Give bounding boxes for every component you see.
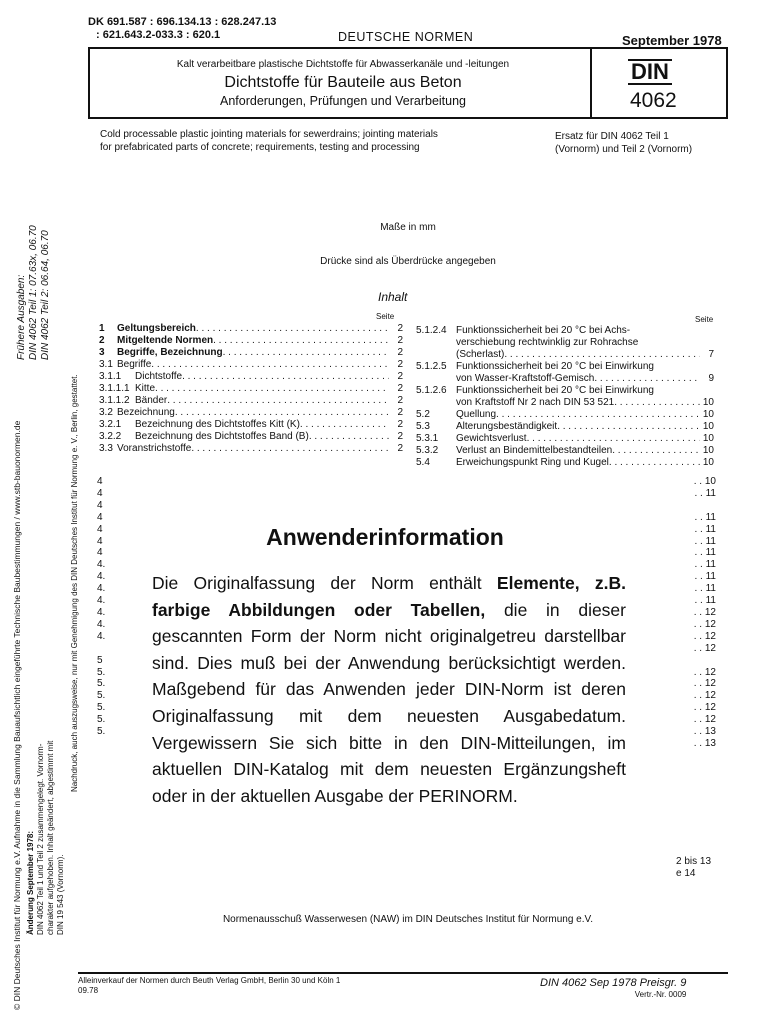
covered-toc-page: . . 11 [694, 535, 716, 547]
page-range-fragment [676, 856, 711, 880]
toc-entry-page: 9 [708, 373, 714, 384]
toc-entry [416, 457, 714, 469]
toc-leader [557, 421, 700, 433]
toc-leader [496, 409, 700, 421]
covered-toc-number: 4 [97, 476, 103, 487]
toc-entry-title: von Kraftstoff Nr 2 nach DIN 53 521 [456, 397, 615, 408]
toc-leader [151, 359, 389, 371]
toc-entry-number: 5.3 [416, 421, 430, 432]
toc-entry-number: 3.2 [99, 407, 113, 418]
toc-entry-number [416, 373, 456, 385]
title-sub: Anforderungen, Prüfungen und Verarbeitung [219, 94, 467, 108]
toc-entry-number: 3.1.1.1 [99, 383, 130, 394]
footer-din-ref: DIN 4062 Sep 1978 Preisgr. 9 [540, 977, 687, 989]
toc-entry [99, 323, 403, 335]
toc-entry-title: Begriffe [117, 359, 152, 370]
covered-toc-page: . . 12 [693, 678, 716, 690]
toc-entry [99, 371, 403, 383]
covered-toc-number: 4. [97, 595, 106, 607]
toc-entry-title: Funktionssicherheit bei 20 °C bei Einwirkung [456, 385, 654, 396]
toc-entry [99, 395, 403, 407]
covered-toc-numbers [97, 476, 105, 738]
footer-code: 09.78 [78, 986, 99, 995]
previous-editions-teil2: DIN 4062 Teil 2: 06.64, 06.70 [40, 230, 51, 360]
covered-toc-number: 5 [97, 654, 103, 666]
anwender-title: Anwenderinformation [266, 524, 504, 550]
toc-entry-page: 2 [397, 359, 403, 370]
toc-entry-number [416, 337, 456, 349]
toc-entry-page: 10 [702, 397, 714, 408]
toc-leader [504, 349, 700, 361]
covered-toc-number: 5. [97, 690, 106, 702]
footer-rule [78, 972, 728, 974]
toc-leader [614, 397, 700, 409]
toc-leader [182, 371, 389, 383]
toc-entry [416, 421, 714, 433]
covered-toc-number: 5. [97, 666, 106, 678]
toc-entry-title: (Scherlast) [456, 349, 505, 360]
toc-leader [594, 373, 700, 385]
din-logo: DIN [628, 59, 672, 85]
amendment-line-2: charakter aufgehoben. Inhalt geändert, abgestimmt mit [46, 740, 55, 935]
toc-entry-page: 2 [397, 419, 403, 430]
toc-entry [416, 397, 714, 409]
toc-right-column [416, 325, 714, 469]
toc-entry-number: 3.1.1.2 [99, 395, 130, 406]
toc-entry-page: 2 [397, 323, 403, 334]
covered-toc-number: 4. [97, 571, 106, 583]
previous-editions-teil1: DIN 4062 Teil 1: 07.63x, 06.70 [28, 225, 39, 360]
deutsche-normen: DEUTSCHE NORMEN [338, 30, 474, 44]
toc-entry [99, 383, 403, 395]
dk-line-1: DK 691.587 : 696.134.13 : 628.247.13 [88, 16, 277, 28]
toc-entry-number: 3.2.2 [99, 431, 122, 442]
title-box-divider [590, 47, 592, 119]
footer-right [540, 977, 686, 1001]
toc-page-header-left: Seite [376, 312, 395, 321]
covered-toc-number: 4 [97, 535, 103, 547]
title-main: Dichtstoffe für Bauteile aus Beton [224, 74, 462, 91]
covered-toc-number: 4 [97, 511, 103, 523]
toc-entry [416, 433, 714, 445]
toc-entry-number: 2 [99, 335, 105, 346]
toc-leader [223, 347, 389, 359]
toc-entry [99, 431, 403, 443]
previous-editions [16, 225, 52, 360]
covered-toc-page [670, 655, 716, 667]
toc-entry [416, 325, 714, 337]
toc-entry [416, 373, 714, 385]
english-title [100, 128, 438, 154]
toc-entry-title: Mitgeltende Normen [117, 335, 214, 346]
toc-entry-number: 3 [99, 347, 105, 358]
din-number: 4062 [630, 89, 677, 112]
amendment-label: Änderung September 1978: [26, 830, 35, 935]
copyright-note: © DIN Deutsches Institut für Normung e.V. Aufnahme in die Sammlung Bauaufsichtlich eingeführte Technische Baubestimmungen / www.stb-bauonormen.de [12, 420, 22, 1010]
toc-entry-title: Verlust an Bindemittelbestandteilen [456, 445, 613, 456]
units-note: Maße in mm [380, 222, 436, 233]
covered-toc-page: . . 12 [693, 666, 716, 678]
toc-entry-page: 2 [397, 431, 403, 442]
footer-vertr: Vertr.-Nr. 0009 [634, 990, 687, 999]
ersatz-note [555, 130, 692, 156]
toc-entry-number: 5.1.2.5 [416, 361, 447, 372]
toc-entry [99, 335, 403, 347]
covered-toc-number: 4. [97, 559, 106, 571]
toc-leader [167, 395, 389, 407]
page-range-line-2: e 14 [676, 868, 696, 879]
toc-entry [99, 359, 403, 371]
covered-toc-number [97, 643, 105, 655]
toc-leader [191, 443, 389, 455]
toc-entry-title: Voranstrichstoffe [117, 443, 192, 454]
covered-toc-page: . . 12 [693, 618, 716, 630]
toc-entry-title: Quellung [456, 409, 497, 420]
covered-toc-number: 4 [97, 499, 103, 511]
toc-leader [309, 431, 389, 443]
toc-entry [99, 407, 403, 419]
toc-entry [416, 349, 714, 361]
toc-entry-page: 2 [397, 407, 403, 418]
toc-entry-number [416, 349, 456, 361]
issue-date: September 1978 [622, 33, 722, 48]
covered-toc-number: 5. [97, 714, 106, 726]
covered-toc-page: . . 10 [693, 476, 716, 487]
toc-entry [99, 443, 403, 455]
english-line-1: Cold processable plastic jointing materials for sewerdrains; jointing materials [100, 129, 438, 140]
covered-toc-page: . . 13 [693, 726, 716, 738]
toc-entry-page: 2 [397, 335, 403, 346]
toc-entry-title: Dichtstoffe [135, 371, 183, 382]
toc-entry [416, 361, 714, 373]
footer-publisher: Alleinverkauf der Normen durch Beuth Verlag GmbH, Berlin 30 und Köln 1 [78, 976, 341, 985]
reprint-note: Nachdruck, auch auszugsweise, nur mit Genehmigung des DIN Deutsches Institut für Normung e. V., Berlin, gestattet. [70, 374, 79, 792]
toc-entry-title: Begriffe, Bezeichnung [117, 347, 223, 358]
covered-toc-page: . . 11 [694, 547, 716, 559]
covered-toc-number: 4. [97, 606, 106, 618]
toc-entry-number: 3.3 [99, 443, 113, 454]
covered-toc-page: . . 12 [693, 690, 716, 702]
covered-toc-page: . . 11 [694, 511, 716, 523]
ersatz-line-2: (Vornorm) und Teil 2 (Vornorm) [555, 144, 693, 155]
covered-toc-number: 5. [97, 702, 106, 714]
covered-toc-number: 4 [97, 523, 103, 535]
toc-entry-number: 3.1.1 [99, 371, 122, 382]
covered-toc-page: . . 11 [694, 595, 716, 607]
toc-entry [416, 385, 714, 397]
amendment-line-1: DIN 4062 Teil 1 und Teil 2 zusammengelegt. Vornorm- [36, 743, 45, 935]
title-small: Kalt verarbeitbare plastische Dichtstoffe für Abwasserkanäle und -leitungen [176, 59, 510, 70]
toc-entry-number: 5.4 [416, 457, 430, 468]
anwender-text [152, 570, 626, 809]
toc-entry [416, 409, 714, 421]
covered-toc-number: 4. [97, 583, 106, 595]
covered-toc-page: . . 11 [694, 583, 716, 595]
toc-entry-page: 2 [397, 383, 403, 394]
footer-left [78, 976, 340, 996]
covered-toc-page: . . 12 [693, 702, 716, 714]
toc-entry-page: 2 [397, 371, 403, 382]
toc-entry-number: 5.2 [416, 409, 430, 420]
amendment-line-3: DIN 19 543 (Vornorm). [56, 854, 65, 935]
toc-left-column [99, 323, 403, 455]
covered-toc-number: 4. [97, 618, 106, 630]
toc-leader [213, 335, 389, 347]
toc-leader [175, 407, 389, 419]
toc-entry-title: Gewichtsverlust [456, 433, 527, 444]
anwender-text-2: die in dieser gescannten Form der Norm nicht originalgetreu darstellbar sind. Dies muß bei der Anwendung berücksichtigt werden. Maßgebend für das Anwenden jeder DIN-Norm ist deren Originalfassung mit dem neuesten Ausgabedatum. Vergewissern Sie sich bitte in den DIN-Mitteilungen, im aktuellen DIN-Katalog mit dem neuesten Ergänzungsheft oder in der aktuellen Ausgabe der PERINORM. [152, 599, 626, 806]
toc-entry-title: Bezeichnung des Dichtstoffes Kitt (K) [135, 419, 300, 430]
toc-entry-page: 7 [708, 349, 714, 360]
covered-toc-page: . . 12 [693, 630, 716, 642]
toc-leader [300, 419, 389, 431]
dk-classification [88, 16, 276, 42]
toc-leader [196, 323, 389, 335]
toc-entry-title: Funktionssicherheit bei 20 °C bei Einwirkung [456, 361, 654, 372]
toc-leader [155, 383, 389, 395]
ersatz-line-1: Ersatz für DIN 4062 Teil 1 [555, 131, 669, 142]
previous-editions-label: Frühere Ausgaben: [16, 274, 27, 360]
amendment-note [26, 741, 66, 935]
toc-entry-number: 5.3.1 [416, 433, 439, 444]
covered-toc-page [670, 500, 716, 512]
covered-toc-page: . . 12 [693, 642, 716, 654]
toc-entry-title: Geltungsbereich [117, 323, 196, 334]
toc-entry-number: 5.3.2 [416, 445, 439, 456]
covered-toc-page: . . 13 [693, 737, 716, 749]
covered-toc-number: 5. [97, 726, 106, 738]
covered-toc-page: . . 11 [694, 559, 716, 571]
covered-toc-page: . . 11 [694, 523, 716, 535]
covered-toc-number: 4 [97, 487, 103, 499]
toc-entry-page: 10 [702, 409, 714, 420]
covered-toc-number: 5. [97, 678, 106, 690]
toc-entry-title: verschiebung rechtwinklig zur Rohrachse [456, 337, 639, 348]
covered-toc-page: . . 12 [693, 714, 716, 726]
toc-entry-title: Kitte [135, 383, 156, 394]
toc-entry-title: Funktionssicherheit bei 20 °C bei Achs- [456, 325, 631, 336]
toc-entry-title: Bezeichnung [117, 407, 175, 418]
toc-entry [416, 337, 714, 349]
toc-leader [527, 433, 700, 445]
toc-leader [612, 445, 700, 457]
covered-toc-page: . . 11 [694, 487, 716, 499]
dk-line-2: : 621.643.2-033.3 : 620.1 [96, 29, 221, 41]
toc-entry-page: 10 [702, 445, 714, 456]
toc-entry-number: 5.1.2.6 [416, 385, 447, 396]
toc-entry-title: von Wasser-Kraftstoff-Gemisch [456, 373, 595, 384]
toc-entry-number [416, 397, 456, 409]
toc-entry-title: Erweichungspunkt Ring und Kugel [456, 457, 609, 468]
covered-toc-page: . . 11 [694, 571, 716, 583]
toc-entry-page: 2 [397, 347, 403, 358]
toc-entry-title: Bezeichnung des Dichtstoffes Band (B) [135, 431, 309, 442]
toc-page-header-right: Seite [695, 315, 714, 324]
toc-heading: Inhalt [378, 290, 408, 304]
toc-leader [609, 457, 700, 469]
toc-entry-title: Bänder [135, 395, 168, 406]
page-range-line-1: 2 bis 13 [676, 856, 712, 867]
toc-entry-page: 2 [397, 443, 403, 454]
toc-entry-number: 3.1 [99, 359, 113, 370]
toc-entry-page: 2 [397, 395, 403, 406]
covered-toc-page: . . 12 [693, 606, 716, 618]
toc-entry-page: 10 [702, 433, 714, 444]
toc-entry-number: 3.2.1 [99, 419, 122, 430]
covered-toc-number: 4. [97, 630, 106, 642]
anwender-text-1: Die Originalfassung der Norm enthält [152, 573, 497, 593]
anwender-text-bold: Elemente, z.B. farbige Abbildungen oder Tabellen, [152, 573, 626, 620]
covered-toc-pages [670, 476, 716, 750]
toc-entry [416, 445, 714, 457]
toc-entry-title: Alterungsbeständigkeit [456, 421, 558, 432]
english-line-2: for prefabricated parts of concrete; requirements, testing and processing [100, 142, 420, 153]
toc-entry-number: 1 [99, 323, 105, 334]
toc-entry [99, 347, 403, 359]
toc-entry-page: 10 [702, 457, 714, 468]
toc-entry [99, 419, 403, 431]
toc-entry-page: 10 [702, 421, 714, 432]
covered-toc-number: 4 [97, 547, 103, 559]
normenausschuss: Normenausschuß Wasserwesen (NAW) im DIN Deutsches Institut für Normung e.V. [222, 914, 594, 925]
toc-entry-number: 5.1.2.4 [416, 325, 447, 336]
pressure-note: Drücke sind als Überdrücke angegeben [320, 256, 496, 267]
